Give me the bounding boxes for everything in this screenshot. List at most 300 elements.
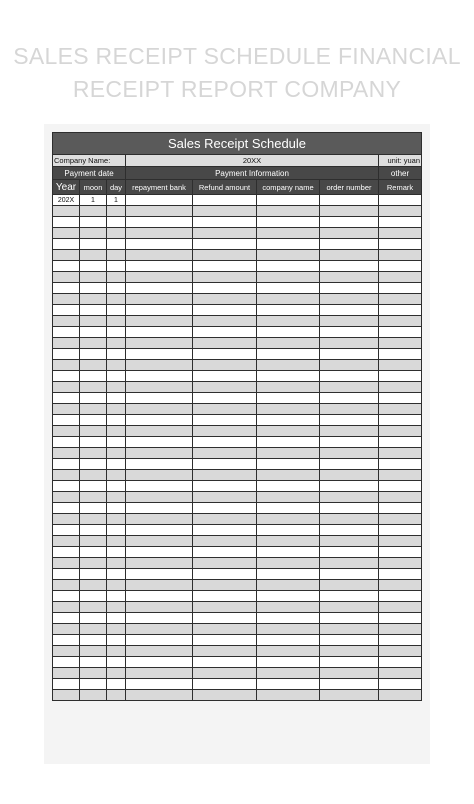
cell-refund-amount[interactable] [193, 635, 257, 646]
cell-refund-amount[interactable] [193, 415, 257, 426]
cell-repayment-bank[interactable] [126, 415, 193, 426]
cell-remark[interactable] [379, 602, 422, 613]
cell-refund-amount[interactable] [193, 481, 257, 492]
cell-refund-amount[interactable] [193, 382, 257, 393]
cell-year[interactable] [53, 228, 80, 239]
cell-order-number[interactable] [320, 657, 379, 668]
cell-remark[interactable] [379, 382, 422, 393]
cell-remark[interactable] [379, 668, 422, 679]
cell-remark[interactable] [379, 217, 422, 228]
cell-year[interactable] [53, 624, 80, 635]
cell-refund-amount[interactable] [193, 239, 257, 250]
cell-repayment-bank[interactable] [126, 294, 193, 305]
cell-year[interactable] [53, 316, 80, 327]
cell-moon[interactable] [80, 514, 107, 525]
cell-moon[interactable] [80, 459, 107, 470]
cell-refund-amount[interactable] [193, 261, 257, 272]
cell-remark[interactable] [379, 360, 422, 371]
cell-company-name[interactable] [257, 624, 320, 635]
cell-company-name[interactable] [257, 327, 320, 338]
cell-refund-amount[interactable] [193, 206, 257, 217]
cell-moon[interactable] [80, 360, 107, 371]
cell-company-name[interactable] [257, 525, 320, 536]
cell-refund-amount[interactable] [193, 371, 257, 382]
cell-order-number[interactable] [320, 393, 379, 404]
cell-company-name[interactable] [257, 679, 320, 690]
cell-repayment-bank[interactable] [126, 470, 193, 481]
cell-refund-amount[interactable] [193, 283, 257, 294]
cell-company-name[interactable] [257, 613, 320, 624]
cell-order-number[interactable] [320, 360, 379, 371]
cell-day[interactable] [107, 547, 126, 558]
cell-order-number[interactable] [320, 250, 379, 261]
cell-year[interactable] [53, 239, 80, 250]
cell-order-number[interactable] [320, 217, 379, 228]
cell-year[interactable] [53, 404, 80, 415]
cell-remark[interactable] [379, 371, 422, 382]
cell-remark[interactable] [379, 503, 422, 514]
cell-company-name[interactable] [257, 481, 320, 492]
cell-company-name[interactable] [257, 338, 320, 349]
cell-order-number[interactable] [320, 382, 379, 393]
cell-refund-amount[interactable] [193, 668, 257, 679]
cell-moon[interactable] [80, 437, 107, 448]
cell-refund-amount[interactable] [193, 536, 257, 547]
cell-order-number[interactable] [320, 536, 379, 547]
cell-refund-amount[interactable] [193, 327, 257, 338]
cell-refund-amount[interactable] [193, 404, 257, 415]
cell-remark[interactable] [379, 690, 422, 701]
cell-moon[interactable] [80, 558, 107, 569]
cell-day[interactable] [107, 250, 126, 261]
cell-day[interactable] [107, 294, 126, 305]
cell-company-name[interactable] [257, 536, 320, 547]
cell-remark[interactable] [379, 657, 422, 668]
cell-order-number[interactable] [320, 580, 379, 591]
cell-moon[interactable] [80, 503, 107, 514]
cell-refund-amount[interactable] [193, 217, 257, 228]
cell-company-name[interactable] [257, 371, 320, 382]
cell-order-number[interactable] [320, 305, 379, 316]
cell-remark[interactable] [379, 272, 422, 283]
cell-moon[interactable] [80, 580, 107, 591]
cell-moon[interactable] [80, 316, 107, 327]
cell-year[interactable] [53, 591, 80, 602]
cell-refund-amount[interactable] [193, 305, 257, 316]
cell-day[interactable] [107, 316, 126, 327]
cell-year[interactable]: 202X [53, 195, 80, 206]
cell-day[interactable] [107, 459, 126, 470]
cell-remark[interactable] [379, 679, 422, 690]
cell-moon[interactable] [80, 239, 107, 250]
cell-day[interactable] [107, 360, 126, 371]
cell-refund-amount[interactable] [193, 349, 257, 360]
cell-year[interactable] [53, 294, 80, 305]
cell-order-number[interactable] [320, 503, 379, 514]
cell-company-name[interactable] [257, 206, 320, 217]
cell-repayment-bank[interactable] [126, 503, 193, 514]
cell-year[interactable] [53, 415, 80, 426]
cell-moon[interactable] [80, 602, 107, 613]
cell-refund-amount[interactable] [193, 569, 257, 580]
cell-repayment-bank[interactable] [126, 382, 193, 393]
cell-remark[interactable] [379, 580, 422, 591]
cell-refund-amount[interactable] [193, 613, 257, 624]
cell-repayment-bank[interactable] [126, 459, 193, 470]
cell-moon[interactable] [80, 646, 107, 657]
cell-company-name[interactable] [257, 228, 320, 239]
cell-repayment-bank[interactable] [126, 217, 193, 228]
cell-day[interactable] [107, 305, 126, 316]
cell-moon[interactable] [80, 261, 107, 272]
cell-refund-amount[interactable] [193, 294, 257, 305]
cell-day[interactable] [107, 426, 126, 437]
cell-moon[interactable] [80, 305, 107, 316]
cell-refund-amount[interactable] [193, 580, 257, 591]
cell-order-number[interactable] [320, 283, 379, 294]
cell-day[interactable] [107, 437, 126, 448]
cell-order-number[interactable] [320, 294, 379, 305]
cell-year[interactable] [53, 569, 80, 580]
cell-moon[interactable] [80, 327, 107, 338]
cell-year[interactable] [53, 327, 80, 338]
cell-company-name[interactable] [257, 393, 320, 404]
cell-remark[interactable] [379, 470, 422, 481]
cell-repayment-bank[interactable] [126, 338, 193, 349]
cell-year[interactable] [53, 426, 80, 437]
cell-order-number[interactable] [320, 470, 379, 481]
cell-year[interactable] [53, 393, 80, 404]
cell-company-name[interactable] [257, 305, 320, 316]
cell-company-name[interactable] [257, 646, 320, 657]
cell-year[interactable] [53, 679, 80, 690]
cell-day[interactable] [107, 668, 126, 679]
cell-day[interactable] [107, 580, 126, 591]
cell-refund-amount[interactable] [193, 338, 257, 349]
cell-year[interactable] [53, 481, 80, 492]
cell-year[interactable] [53, 437, 80, 448]
cell-repayment-bank[interactable] [126, 657, 193, 668]
cell-company-name[interactable] [257, 569, 320, 580]
cell-year[interactable] [53, 503, 80, 514]
cell-order-number[interactable] [320, 646, 379, 657]
cell-repayment-bank[interactable] [126, 679, 193, 690]
cell-refund-amount[interactable] [193, 360, 257, 371]
cell-moon[interactable] [80, 415, 107, 426]
cell-order-number[interactable] [320, 558, 379, 569]
cell-repayment-bank[interactable] [126, 349, 193, 360]
cell-moon[interactable] [80, 294, 107, 305]
cell-remark[interactable] [379, 305, 422, 316]
cell-day[interactable] [107, 404, 126, 415]
cell-repayment-bank[interactable] [126, 305, 193, 316]
cell-day[interactable] [107, 415, 126, 426]
cell-day[interactable] [107, 448, 126, 459]
cell-order-number[interactable] [320, 272, 379, 283]
cell-order-number[interactable] [320, 547, 379, 558]
cell-order-number[interactable] [320, 261, 379, 272]
cell-company-name[interactable] [257, 283, 320, 294]
cell-refund-amount[interactable] [193, 602, 257, 613]
cell-day[interactable]: 1 [107, 195, 126, 206]
cell-day[interactable] [107, 283, 126, 294]
cell-order-number[interactable] [320, 371, 379, 382]
cell-order-number[interactable] [320, 404, 379, 415]
cell-day[interactable] [107, 602, 126, 613]
cell-moon[interactable] [80, 404, 107, 415]
cell-company-name[interactable] [257, 360, 320, 371]
cell-remark[interactable] [379, 646, 422, 657]
cell-order-number[interactable] [320, 613, 379, 624]
cell-repayment-bank[interactable] [126, 371, 193, 382]
cell-remark[interactable] [379, 261, 422, 272]
cell-company-name[interactable] [257, 316, 320, 327]
cell-company-name[interactable] [257, 415, 320, 426]
cell-year[interactable] [53, 613, 80, 624]
cell-remark[interactable] [379, 415, 422, 426]
cell-day[interactable] [107, 536, 126, 547]
cell-order-number[interactable] [320, 459, 379, 470]
cell-year[interactable] [53, 602, 80, 613]
cell-remark[interactable] [379, 239, 422, 250]
cell-remark[interactable] [379, 558, 422, 569]
cell-remark[interactable] [379, 426, 422, 437]
cell-refund-amount[interactable] [193, 470, 257, 481]
cell-remark[interactable] [379, 635, 422, 646]
cell-moon[interactable] [80, 349, 107, 360]
cell-day[interactable] [107, 327, 126, 338]
cell-day[interactable] [107, 613, 126, 624]
cell-order-number[interactable] [320, 525, 379, 536]
cell-remark[interactable] [379, 404, 422, 415]
cell-company-name[interactable] [257, 657, 320, 668]
cell-moon[interactable] [80, 525, 107, 536]
cell-remark[interactable] [379, 294, 422, 305]
cell-day[interactable] [107, 679, 126, 690]
cell-company-name[interactable] [257, 492, 320, 503]
cell-remark[interactable] [379, 206, 422, 217]
cell-day[interactable] [107, 206, 126, 217]
cell-company-name[interactable] [257, 690, 320, 701]
cell-refund-amount[interactable] [193, 503, 257, 514]
cell-moon[interactable] [80, 536, 107, 547]
cell-year[interactable] [53, 558, 80, 569]
cell-company-name[interactable] [257, 294, 320, 305]
cell-year[interactable] [53, 382, 80, 393]
cell-moon[interactable] [80, 492, 107, 503]
cell-repayment-bank[interactable] [126, 613, 193, 624]
cell-day[interactable] [107, 228, 126, 239]
cell-repayment-bank[interactable] [126, 239, 193, 250]
cell-order-number[interactable] [320, 327, 379, 338]
cell-year[interactable] [53, 536, 80, 547]
cell-year[interactable] [53, 261, 80, 272]
cell-moon[interactable] [80, 382, 107, 393]
cell-company-name[interactable] [257, 558, 320, 569]
cell-refund-amount[interactable] [193, 591, 257, 602]
cell-moon[interactable] [80, 668, 107, 679]
cell-refund-amount[interactable] [193, 525, 257, 536]
cell-moon[interactable] [80, 228, 107, 239]
cell-day[interactable] [107, 657, 126, 668]
cell-day[interactable] [107, 349, 126, 360]
cell-remark[interactable] [379, 624, 422, 635]
cell-repayment-bank[interactable] [126, 591, 193, 602]
cell-day[interactable] [107, 646, 126, 657]
cell-year[interactable] [53, 250, 80, 261]
cell-remark[interactable] [379, 514, 422, 525]
cell-day[interactable] [107, 514, 126, 525]
cell-day[interactable] [107, 470, 126, 481]
cell-refund-amount[interactable] [193, 448, 257, 459]
cell-day[interactable] [107, 492, 126, 503]
cell-refund-amount[interactable] [193, 250, 257, 261]
cell-order-number[interactable] [320, 195, 379, 206]
cell-refund-amount[interactable] [193, 657, 257, 668]
cell-company-name[interactable] [257, 470, 320, 481]
cell-moon[interactable] [80, 426, 107, 437]
cell-moon[interactable] [80, 217, 107, 228]
cell-company-name[interactable] [257, 459, 320, 470]
cell-day[interactable] [107, 272, 126, 283]
cell-remark[interactable] [379, 547, 422, 558]
cell-order-number[interactable] [320, 448, 379, 459]
cell-year[interactable] [53, 668, 80, 679]
cell-company-name[interactable] [257, 217, 320, 228]
cell-year[interactable] [53, 580, 80, 591]
cell-company-name[interactable] [257, 547, 320, 558]
cell-moon[interactable] [80, 569, 107, 580]
cell-moon[interactable] [80, 393, 107, 404]
cell-year[interactable] [53, 371, 80, 382]
cell-moon[interactable] [80, 679, 107, 690]
cell-refund-amount[interactable] [193, 426, 257, 437]
cell-remark[interactable] [379, 283, 422, 294]
cell-year[interactable] [53, 492, 80, 503]
cell-repayment-bank[interactable] [126, 525, 193, 536]
cell-order-number[interactable] [320, 316, 379, 327]
cell-order-number[interactable] [320, 690, 379, 701]
cell-remark[interactable] [379, 228, 422, 239]
cell-year[interactable] [53, 305, 80, 316]
cell-moon[interactable] [80, 624, 107, 635]
cell-moon[interactable] [80, 470, 107, 481]
cell-moon[interactable] [80, 613, 107, 624]
cell-moon[interactable] [80, 272, 107, 283]
cell-year[interactable] [53, 217, 80, 228]
cell-company-name[interactable] [257, 404, 320, 415]
cell-repayment-bank[interactable] [126, 624, 193, 635]
cell-refund-amount[interactable] [193, 272, 257, 283]
cell-remark[interactable] [379, 536, 422, 547]
cell-year[interactable] [53, 646, 80, 657]
cell-repayment-bank[interactable] [126, 492, 193, 503]
cell-repayment-bank[interactable] [126, 437, 193, 448]
cell-remark[interactable] [379, 437, 422, 448]
cell-day[interactable] [107, 503, 126, 514]
cell-remark[interactable] [379, 591, 422, 602]
cell-year[interactable] [53, 690, 80, 701]
cell-company-name[interactable] [257, 195, 320, 206]
cell-repayment-bank[interactable] [126, 404, 193, 415]
cell-remark[interactable] [379, 316, 422, 327]
cell-repayment-bank[interactable] [126, 393, 193, 404]
cell-order-number[interactable] [320, 228, 379, 239]
cell-refund-amount[interactable] [193, 228, 257, 239]
cell-moon[interactable] [80, 206, 107, 217]
cell-day[interactable] [107, 217, 126, 228]
cell-company-name[interactable] [257, 580, 320, 591]
cell-day[interactable] [107, 481, 126, 492]
cell-remark[interactable] [379, 525, 422, 536]
cell-repayment-bank[interactable] [126, 514, 193, 525]
cell-day[interactable] [107, 525, 126, 536]
cell-repayment-bank[interactable] [126, 316, 193, 327]
cell-company-name[interactable] [257, 668, 320, 679]
cell-company-name[interactable] [257, 514, 320, 525]
cell-company-name[interactable] [257, 602, 320, 613]
cell-moon[interactable] [80, 448, 107, 459]
cell-moon[interactable] [80, 371, 107, 382]
cell-year[interactable] [53, 206, 80, 217]
cell-remark[interactable] [379, 338, 422, 349]
cell-repayment-bank[interactable] [126, 261, 193, 272]
cell-refund-amount[interactable] [193, 646, 257, 657]
cell-year[interactable] [53, 635, 80, 646]
cell-year[interactable] [53, 338, 80, 349]
cell-moon[interactable] [80, 547, 107, 558]
cell-repayment-bank[interactable] [126, 195, 193, 206]
cell-day[interactable] [107, 393, 126, 404]
cell-company-name[interactable] [257, 272, 320, 283]
cell-remark[interactable] [379, 569, 422, 580]
cell-refund-amount[interactable] [193, 679, 257, 690]
cell-year[interactable] [53, 448, 80, 459]
cell-refund-amount[interactable] [193, 492, 257, 503]
cell-order-number[interactable] [320, 635, 379, 646]
cell-day[interactable] [107, 382, 126, 393]
company-name-value[interactable]: 20XX [126, 155, 379, 167]
cell-remark[interactable] [379, 448, 422, 459]
cell-day[interactable] [107, 239, 126, 250]
cell-repayment-bank[interactable] [126, 602, 193, 613]
cell-repayment-bank[interactable] [126, 481, 193, 492]
cell-remark[interactable] [379, 393, 422, 404]
cell-day[interactable] [107, 558, 126, 569]
cell-company-name[interactable] [257, 503, 320, 514]
cell-refund-amount[interactable] [193, 547, 257, 558]
cell-day[interactable] [107, 690, 126, 701]
cell-year[interactable] [53, 525, 80, 536]
cell-order-number[interactable] [320, 591, 379, 602]
cell-company-name[interactable] [257, 349, 320, 360]
cell-company-name[interactable] [257, 239, 320, 250]
cell-company-name[interactable] [257, 635, 320, 646]
cell-refund-amount[interactable] [193, 690, 257, 701]
cell-moon[interactable] [80, 635, 107, 646]
cell-order-number[interactable] [320, 569, 379, 580]
cell-repayment-bank[interactable] [126, 327, 193, 338]
cell-repayment-bank[interactable] [126, 250, 193, 261]
cell-repayment-bank[interactable] [126, 283, 193, 294]
cell-order-number[interactable] [320, 481, 379, 492]
cell-repayment-bank[interactable] [126, 690, 193, 701]
cell-refund-amount[interactable] [193, 514, 257, 525]
cell-year[interactable] [53, 547, 80, 558]
cell-remark[interactable] [379, 195, 422, 206]
cell-day[interactable] [107, 635, 126, 646]
cell-company-name[interactable] [257, 426, 320, 437]
